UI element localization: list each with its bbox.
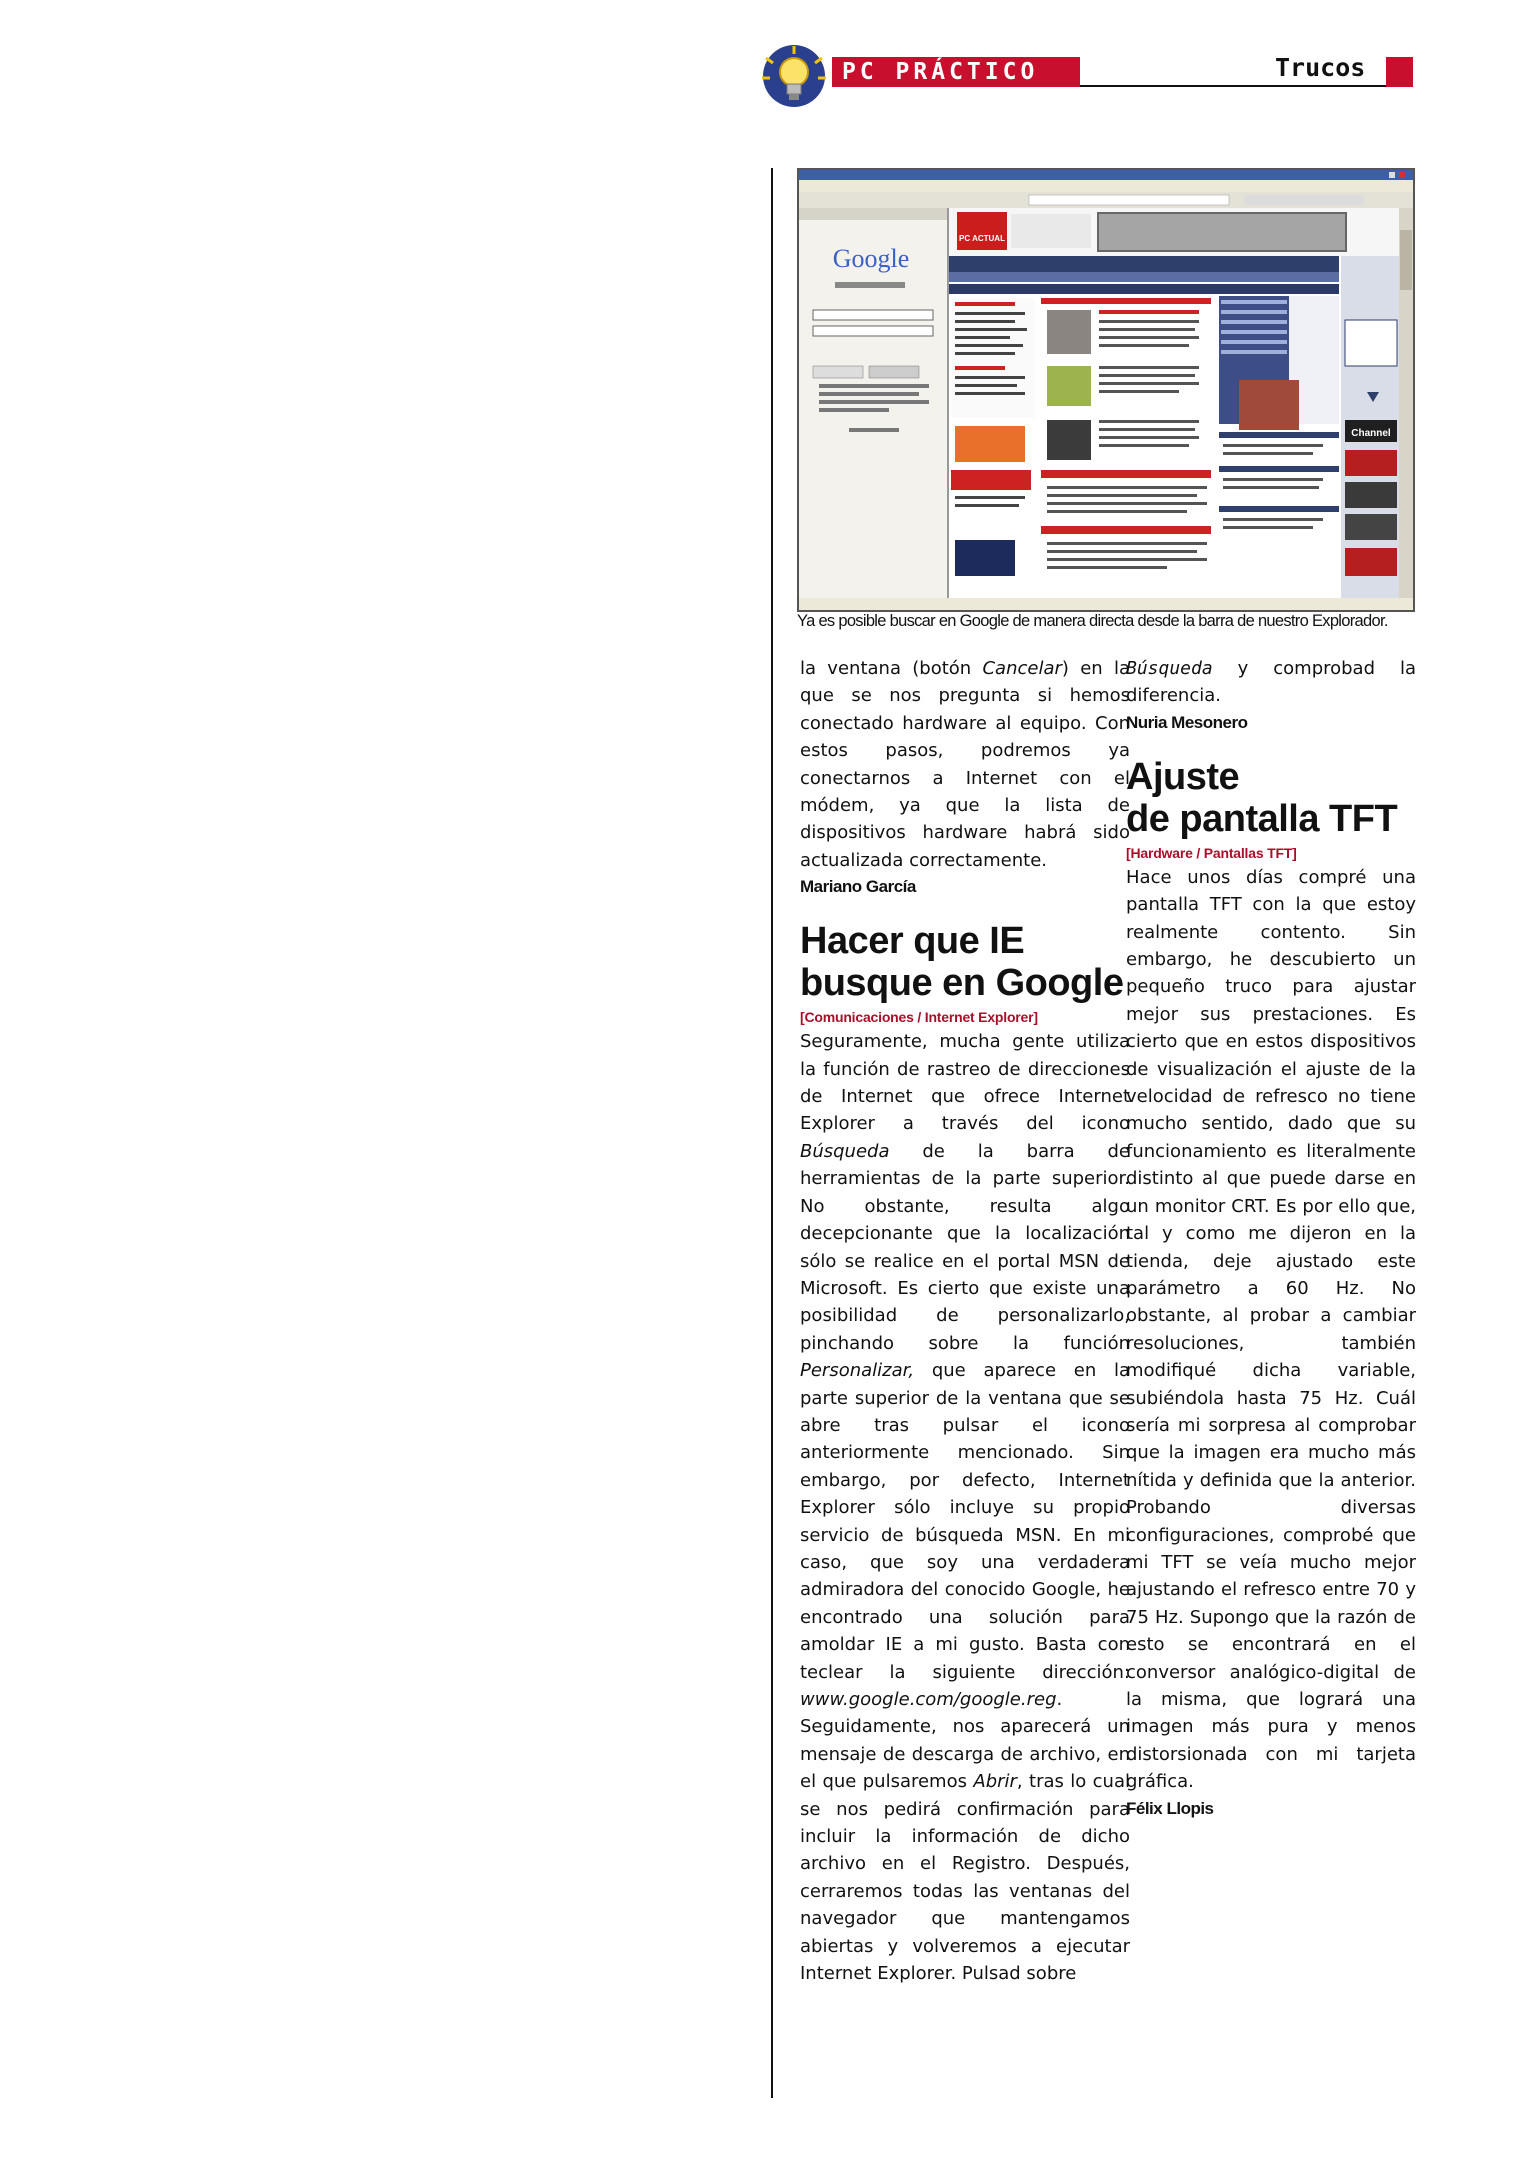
section-banner (832, 57, 1080, 87)
category-label: Trucos (1275, 53, 1366, 82)
channel-banner: Channel (1351, 428, 1391, 439)
prev-article-author: Mariano García (800, 877, 916, 897)
browser-screenshot (797, 168, 1415, 612)
reg-file-url: www.google.com/google.reg (800, 1689, 1057, 1710)
ie-article-category: [Comunicaciones / Internet Explorer] (800, 1009, 1038, 1026)
prev-article-body: la ventana (botón Cancelar) en la que se nos pregunta si hemos conectado hardware al equipo. Con estos pasos, podremos ya conectarnos a Internet con el módem, ya que la lista de dispositivos hardware habrá sido actualizada correctamente. (800, 658, 1131, 871)
column-right (1126, 655, 1416, 1822)
ie-article-title: Hacer que IE busque en Google (800, 920, 1124, 1005)
tft-article-title: Ajuste de pantalla TFT (1126, 755, 1398, 840)
lightbulb-icon (758, 44, 830, 112)
figure-caption: Ya es posible buscar en Google de manera directa desde la barra de nuestro Explorador. (797, 612, 1388, 630)
tft-article-category: [Hardware / Pantallas TFT] (1126, 844, 1297, 861)
header-rule (1080, 85, 1410, 87)
ie-article-author: Nuria Mesonero (1126, 712, 1248, 732)
tft-article-body: Hace unos días compré una pantalla TFT con la que estoy realmente contento. Sin embargo, he descubierto un pequeño truco para ajustar mejor sus prestaciones. Es cierto que en estos dispositivos de visualización el ajuste de la velocidad de refresco no tiene mucho sentido, dado que su funcionamiento es literalmente distinto al que puede darse en un monitor CRT. Es por ello que, tal y como me dijeron en la tienda, deje ajustado este parámetro a 60 Hz. No obstante, al probar a cambiar resoluciones, también modifiqué dicha variable, subiéndola hasta 75 Hz. Cuál sería mi sorpresa al comprobar que la imagen era mucho más nítida y definida que la anterior. Probando diversas configuraciones, comprobé que mi TFT se veía mucho mejor ajustando el refresco entre 70 y 75 Hz. Supongo que la razón de esto se encontrará en el conversor analógico-digital de la misma, que logrará una imagen más pura y menos distorsionada con mi tarjeta gráfica. (1126, 866, 1416, 1793)
google-logo: Google (832, 244, 910, 273)
column-left (800, 655, 1130, 1987)
category-tab (1386, 57, 1413, 87)
pc-actual-logo: PC ACTUAL (959, 234, 1005, 243)
ie-article-body: Seguramente, mucha gente utiliza la función de rastreo de direcciones de Internet que ofrece Internet Explorer a través del icono Búsqueda de la barra de herramientas de la parte superior. No obstante, resulta algo decepcionante que la localización sólo se realice en el portal MSN de Microsoft. Es cierto que existe una posibilidad de personalizarlo, pinchando sobre la función Personalizar, que aparece en la parte superior de la ventana que se abre tras pulsar el icono anteriormente mencionado. Sin embargo, por defecto, Internet Explorer sólo incluye su propio servicio de búsqueda MSN. En mi caso, que soy una verdadera admiradora del conocido Google, he encontrado una solución para amoldar IE a mi gusto. Basta con teclear la siguiente dirección: www.google.com/google.reg. Seguidamente, nos aparecerá un mensaje de descarga de archivo, en el que pulsaremos Abrir, tras lo cual se nos pedirá confirmación para incluir la información de dicho archivo en el Registro. Después, cerraremos todas las ventanas del navegador que mantengamos abiertas y volveremos a ejecutar Internet Explorer. Pulsad sobre (800, 1031, 1130, 1985)
column-rule (771, 168, 773, 2098)
ie-article-body-cont: Búsqueda y comprobad la diferencia. (1126, 658, 1416, 707)
tft-article-author: Félix Llopis (1126, 1798, 1214, 1818)
section-title: PC PRÁCTICO (842, 59, 1039, 85)
screenshot-image (799, 170, 1413, 610)
